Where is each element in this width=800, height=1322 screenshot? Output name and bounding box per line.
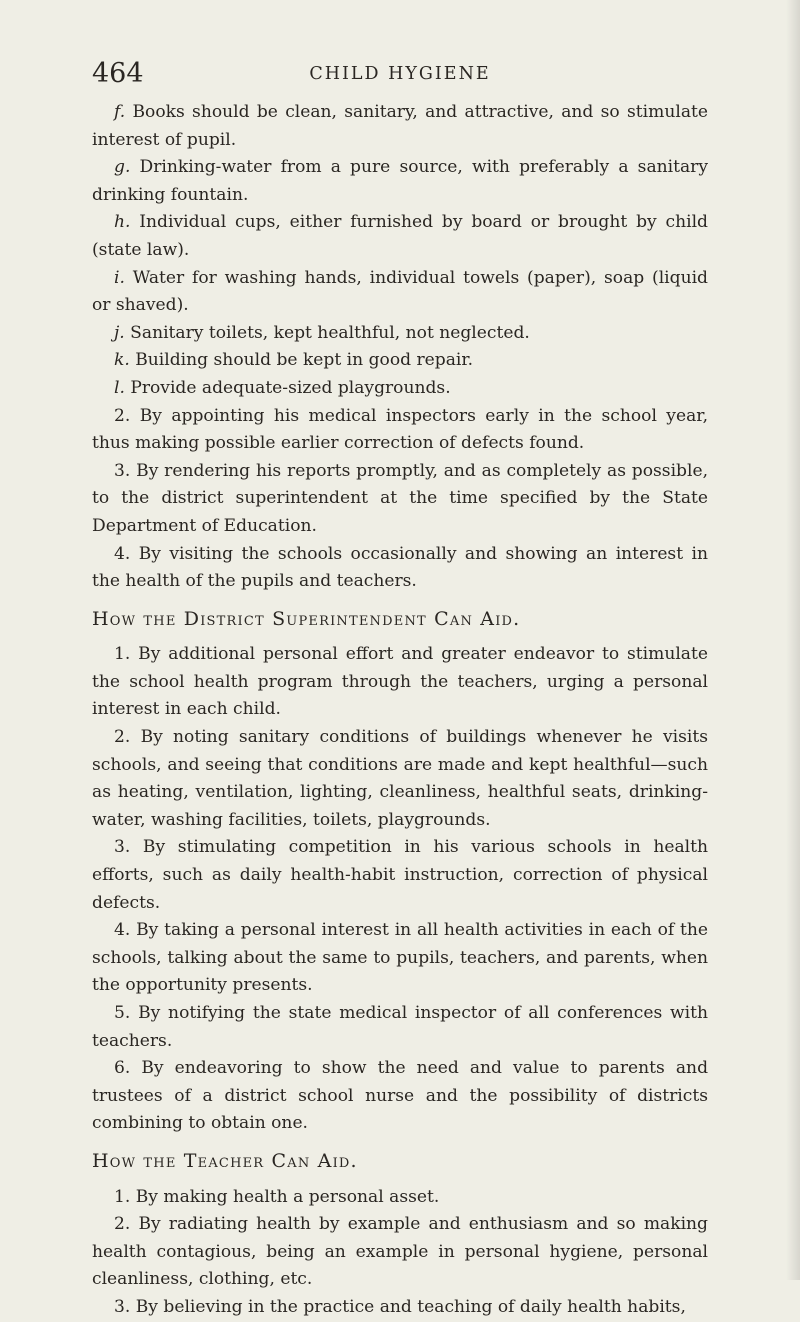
item-label: l. [114,377,125,398]
item-text: By taking a personal interest in all health activities in each of the schools, talking about the same to pupils, teachers, and parents, when the opportunity presents. [92,920,709,996]
list-item [92,265,708,320]
list-item [92,375,708,403]
item-text: By stimulating competition in his various schools in health efforts, such as daily health-habit instruction, correction of physical defects. [92,837,708,913]
item-label: j. [114,322,125,343]
page-edge-shadow [786,0,800,1280]
item-label: 3. [114,1296,131,1317]
item-label: 2. [114,727,131,748]
list-item [92,1184,708,1212]
item-text: Provide adequate-sized playgrounds. [130,377,451,398]
list-item [92,1211,708,1294]
list-item [92,641,708,724]
item-label: 3. [114,460,131,481]
list-item [92,1000,708,1055]
running-head: CHILD HYGIENE [309,64,491,84]
section-heading-district-superintendent: How the District Superintendent Can Aid. [92,607,521,630]
list-item [92,917,708,1000]
list-item [92,320,708,348]
item-text: By appointing his medical inspectors early in the school year, thus making possible earlier correction of defects found. [92,405,708,454]
item-text: By believing in the practice and teaching of daily health habits, [135,1296,686,1317]
item-label: 1. [114,1186,131,1207]
list-item [92,834,708,917]
item-label: k. [114,350,130,371]
list-item [92,99,708,154]
list-item [92,403,708,458]
list-item [92,209,708,264]
item-text: By rendering his reports promptly, and as completely as possible, to the district superintendent at the time specified by the State Department of Education. [92,460,708,536]
item-text: By making health a personal asset. [135,1186,440,1207]
item-label: 4. [114,543,131,564]
item-label: 5. [114,1003,131,1023]
item-label: 1. [114,644,131,665]
item-text: Drinking-water from a pure source, with preferably a sanitary drinking fountain. [92,157,709,205]
item-label: 2. [114,1214,131,1235]
item-label: i. [114,267,125,288]
item-text: By endeavoring to show the need and value to parents and trustees of a district school nurse and the possibility of districts combining to obtain one. [92,1058,709,1134]
item-text: By visiting the schools occasionally and showing an interest in the health of the pupils and teachers. [92,543,708,592]
item-label: 4. [114,920,131,941]
item-text: Water for washing hands, individual towels (paper), soap (liquid or shaved). [92,267,708,316]
item-label: 6. [114,1058,131,1079]
page-body [92,99,708,1322]
item-label: 3. [114,837,131,858]
item-label: g. [114,157,131,178]
item-text: By notifying the state medical inspector of all conferences with teachers. [92,1003,708,1051]
item-text: By radiating health by example and enthusiasm and so making health contagious, being an example in personal hygiene, personal cleanliness, clothing, etc. [92,1214,709,1290]
list-item [92,154,708,209]
item-text: Individual cups, either furnished by board or brought by child (state law). [92,212,708,260]
page-header [92,54,708,94]
list-item [92,1055,708,1138]
item-label: 2. [114,405,131,426]
list-item [92,1294,708,1322]
list-item [92,541,708,596]
list-item [92,724,708,834]
list-item [92,347,708,375]
item-text: Building should be kept in good repair. [135,350,474,371]
item-text: By additional personal effort and greater endeavor to stimulate the school health program through the teachers, urging a personal interest in each child. [92,644,708,720]
list-item [92,458,708,541]
page-number: 464 [92,58,144,89]
item-text: Sanitary toilets, kept healthful, not neglected. [130,322,530,343]
item-text: By noting sanitary conditions of buildings whenever he visits schools, and seeing that conditions are made and kept healthful—such as heating, ventilation, lighting, cleanliness, healthful seats, drinking-water, washing facilities, toilets, playgrounds. [92,727,709,830]
item-label: f. [114,102,126,122]
section-heading-teacher: How the Teacher Can Aid. [92,1149,358,1172]
item-label: h. [114,212,131,233]
item-text: Books should be clean, sanitary, and attractive, and so stimulate interest of pupil. [92,102,708,150]
